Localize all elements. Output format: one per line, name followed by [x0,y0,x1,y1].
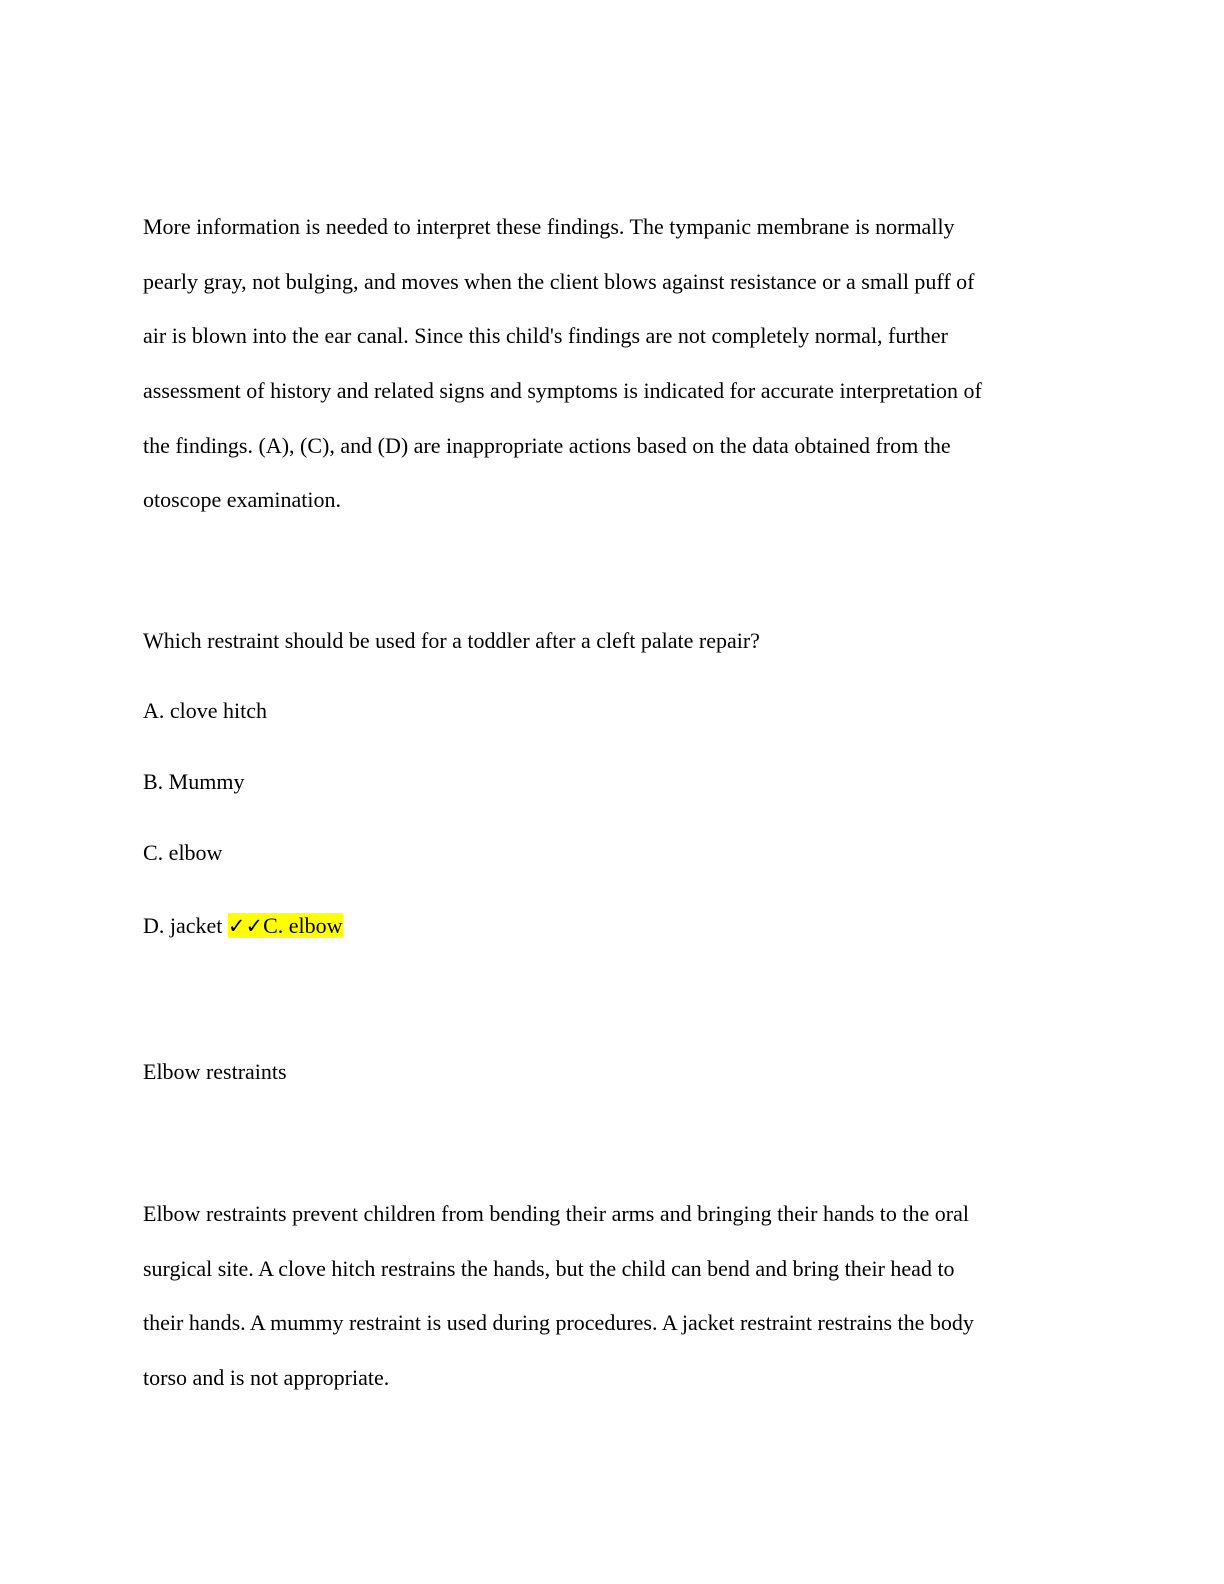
option-d-row [143,913,343,939]
question-text: Which restraint should be used for a toddler after a cleft palate repair? [143,628,760,653]
answer-highlight [228,913,343,938]
paragraph-line: the findings. (A), (C), and (D) are inappropriate actions based on the data obtained from the [143,433,951,458]
answer-text: C. elbow [263,913,343,938]
option-c: C. elbow [143,840,223,865]
answer-heading: Elbow restraints [143,1059,287,1084]
paragraph-line: More information is needed to interpret these findings. The tympanic membrane is normally [143,214,955,239]
option-a: A. clove hitch [143,698,268,723]
double-check-icon: ✓✓ [227,914,264,938]
option-b: B. Mummy [143,769,245,794]
paragraph-line: pearly gray, not bulging, and moves when the client blows against resistance or a small puff of [143,269,975,294]
paragraph-line: their hands. A mummy restraint is used during procedures. A jacket restraint restrains the body [143,1310,974,1335]
paragraph-line: air is blown into the ear canal. Since this child's findings are not completely normal, further [143,323,948,348]
paragraph-line: otoscope examination. [143,487,341,512]
paragraph-line: surgical site. A clove hitch restrains the hands, but the child can bend and bring their head to [143,1256,955,1281]
paragraph-line: assessment of history and related signs and symptoms is indicated for accurate interpretation of [143,378,982,403]
paragraph-line: torso and is not appropriate. [143,1365,390,1390]
paragraph-line: Elbow restraints prevent children from bending their arms and bringing their hands to the oral [143,1201,969,1226]
option-d: D. jacket [143,913,223,938]
